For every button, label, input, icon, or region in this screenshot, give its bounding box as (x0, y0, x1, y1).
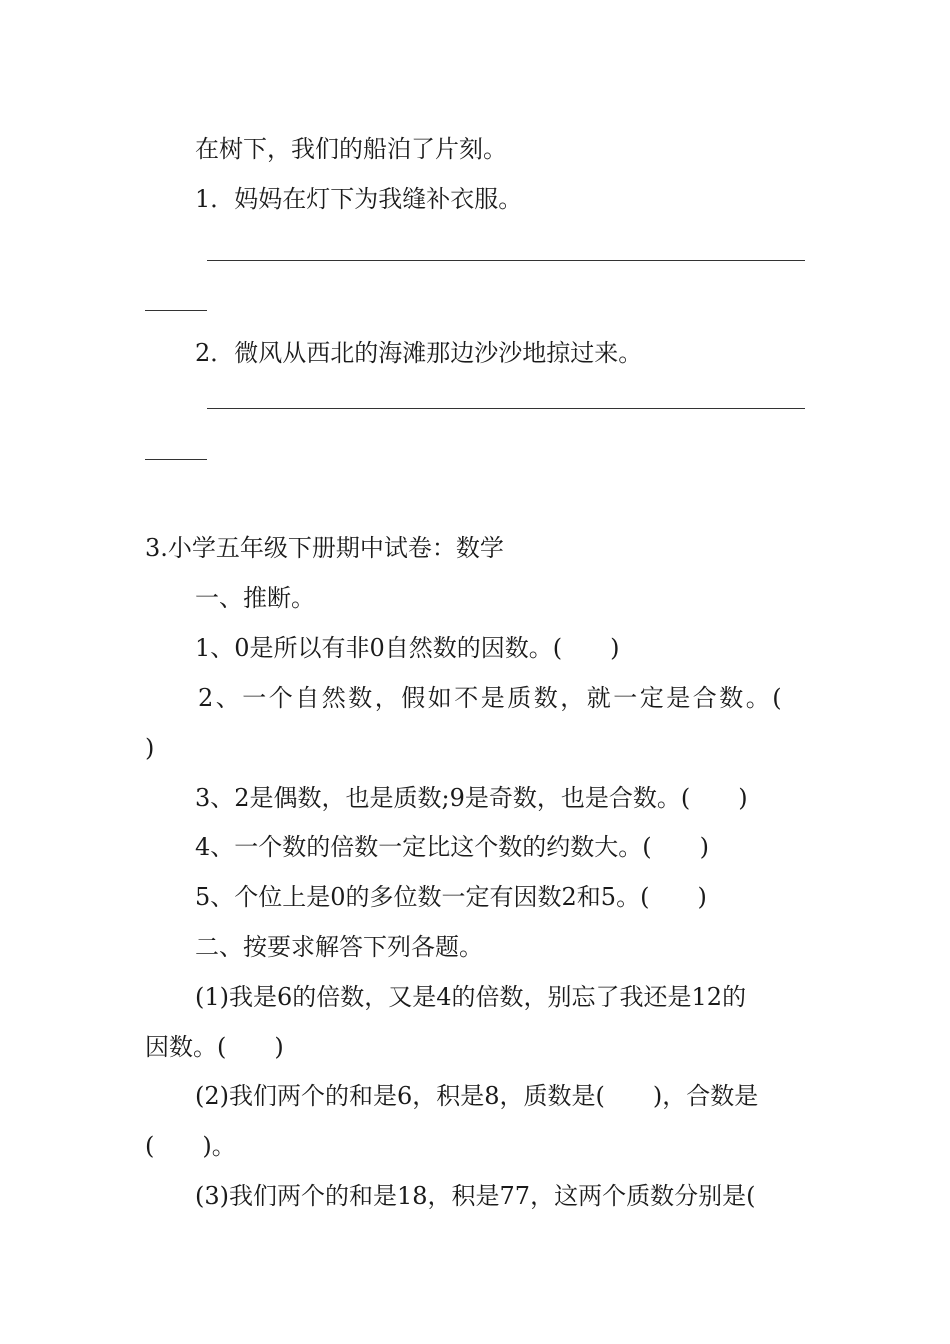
passage-line: 在树下，我们的船泊了片刻。 (195, 135, 507, 163)
exam-title: 3.小学五年级下册期中试卷：数学 (145, 534, 504, 562)
judgment-item-2: 2、一个自然数，假如不是质数，就一定是合数。( (198, 684, 785, 712)
judgment-item-5: 5、个位上是0的多位数一定有因数2和5。( ) (195, 883, 707, 911)
section-heading-1: 一、推断。 (195, 584, 315, 612)
question-1: 1．妈妈在灯下为我缝补衣服。 (195, 185, 523, 213)
answer-line-1b (145, 310, 207, 311)
problem-1: (1)我是6的倍数，又是4的倍数，别忘了我还是12的 (195, 983, 747, 1011)
question-2: 2．微风从西北的海滩那边沙沙地掠过来。 (195, 339, 643, 367)
judgment-item-1: 1、0是所以有非0自然数的因数。( ) (195, 634, 620, 662)
judgment-item-2-cont: ) (145, 734, 155, 762)
judgment-item-3: 3、2是偶数，也是质数;9是奇数，也是合数。( ) (195, 784, 748, 812)
answer-line-2a (207, 408, 805, 409)
judgment-item-4: 4、一个数的倍数一定比这个数的约数大。( ) (195, 833, 709, 861)
answer-line-2b (145, 459, 207, 460)
problem-1-cont: 因数。( ) (145, 1033, 284, 1061)
problem-3: (3)我们两个的和是18，积是77，这两个质数分别是( (195, 1182, 756, 1210)
section-heading-2: 二、按要求解答下列各题。 (195, 933, 483, 961)
problem-2-cont: ( )。 (145, 1132, 236, 1160)
answer-line-1a (207, 260, 805, 261)
problem-2: (2)我们两个的和是6，积是8，质数是( )，合数是 (195, 1082, 759, 1110)
